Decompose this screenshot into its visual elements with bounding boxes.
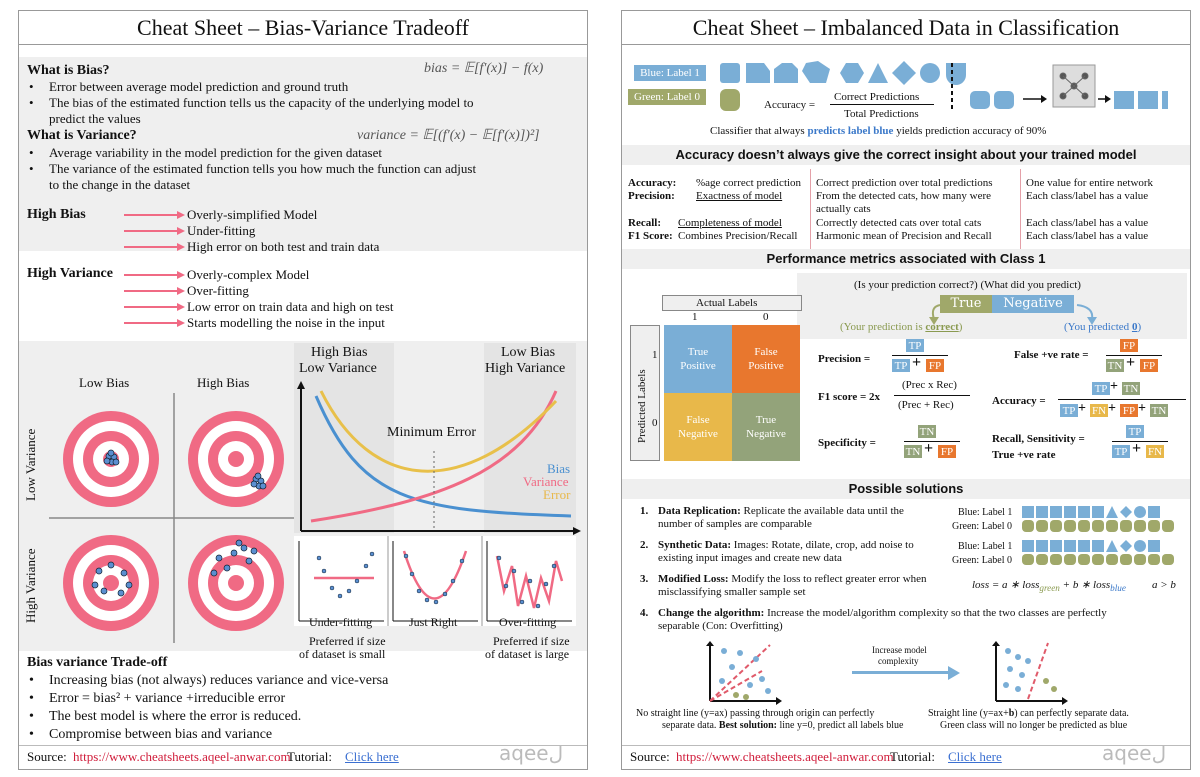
answer-1	[840, 321, 962, 334]
variance-formula: variance = 𝔼[(f′(x) − 𝔼[f′(x)])²]	[357, 128, 540, 143]
acc-den-plus3: +	[1138, 401, 1146, 416]
tp-1: True	[687, 346, 709, 358]
complexity-arrow	[852, 671, 952, 674]
to-item-2: Error = bias² + variance +irreducible error	[49, 691, 286, 706]
sol4-text: Increase the model/algorithm complexity so that the two classes are perfectly	[764, 607, 1107, 619]
tutorial-link[interactable]: Click here	[948, 749, 1002, 764]
bias-variance-sheet	[18, 10, 588, 770]
inc-model-2: complexity	[878, 656, 919, 666]
sol3-text: Modify the loss to reflect greater error when	[728, 573, 927, 585]
rec-plus: +	[1132, 440, 1142, 457]
ans1b: correct	[925, 321, 959, 333]
bullet: •	[29, 95, 34, 110]
prec-den-fp: FP	[926, 359, 944, 372]
logo: aqeeل	[1102, 741, 1167, 765]
lb-hv-1: Low Bias	[501, 345, 556, 360]
rec-den-fn: FN	[1147, 445, 1163, 458]
actual-1: 1	[692, 311, 698, 323]
hv-item-2: Over-fitting	[187, 283, 249, 298]
bullet: •	[29, 161, 34, 176]
to-item-4: Compromise between bias and variance	[49, 727, 273, 742]
acc-num-tn: TN	[1123, 382, 1139, 395]
bullet: •	[29, 145, 34, 160]
fn-cell	[664, 393, 732, 461]
sol4	[658, 607, 1107, 620]
actual-0: 0	[763, 311, 769, 323]
fpr-den-fp: FP	[1140, 359, 1158, 372]
blue-label-tag: Blue: Label 1	[634, 65, 706, 81]
legend-bias: Bias	[547, 461, 571, 476]
m-pre-e2: actually cats	[816, 203, 871, 215]
s2-blue: Blue: Label 1	[958, 541, 1013, 552]
precision-label: Precision =	[818, 353, 871, 365]
m-rec-e: Correctly detected cats over total cats	[816, 217, 982, 229]
acc-bar	[1058, 399, 1186, 400]
pref-small-1: Preferred if size	[309, 634, 386, 648]
hv-item-3: Low error on train data and high on test	[187, 299, 394, 314]
sol4-num: 4.	[640, 607, 649, 619]
actual-labels: Actual Labels	[696, 297, 758, 309]
low-bias-label: Low Bias	[79, 375, 130, 390]
source-label: Source:	[27, 749, 67, 764]
complexity-arrowhead	[948, 666, 960, 680]
sol1-num: 1.	[640, 505, 649, 517]
fn-2: Negative	[678, 428, 718, 440]
prec-den-tp: TP	[892, 359, 910, 372]
spec-label: Specificity =	[818, 437, 876, 449]
left-title: Cheat Sheet – Bias-Variance Tradeoff	[19, 11, 587, 45]
m-f1-d: Combines Precision/Recall	[678, 230, 798, 242]
pred-0: 0	[652, 417, 658, 429]
m-acc-d: %age correct prediction	[696, 177, 802, 189]
hv-item-4: Starts modelling the noise in the input	[187, 315, 385, 330]
dartboard-grid	[49, 393, 299, 643]
legend-error: Error	[543, 487, 571, 502]
loss-a: loss = a ∗ loss	[972, 579, 1040, 591]
cap1a: No straight line (y=ax) passing through origin can perfectly	[636, 708, 875, 719]
answer-2	[1064, 321, 1141, 334]
loss-formula	[972, 579, 1126, 595]
m-acc: Accuracy:	[628, 177, 677, 189]
source-url[interactable]: https://www.cheatsheets.aqeel-anwar.com	[676, 749, 894, 764]
underfit-label: Under-fitting	[309, 615, 373, 629]
section-solutions: Possible solutions	[622, 479, 1190, 499]
sol2	[658, 539, 914, 552]
col-sep-1	[810, 169, 811, 249]
sol1-text: Replicate the available data until the	[740, 505, 904, 517]
hb-item-2: Under-fitting	[187, 223, 256, 238]
ans2a: (You predicted	[1064, 321, 1132, 333]
f1-bar	[894, 395, 970, 396]
loss-m: + b ∗ loss	[1059, 579, 1111, 591]
var-point-2b: to the change in the dataset	[49, 177, 191, 192]
f1-num: (Prec x Rec)	[902, 379, 957, 391]
m-rec-f: Each class/label has a value	[1026, 217, 1149, 229]
sol2-text: Images: Rotate, dilate, crop, add noise to	[731, 539, 914, 551]
recall-label: Recall, Sensitivity =	[992, 433, 1085, 445]
var-point-2: The variance of the estimated function tells you how much the function can adjust	[49, 161, 477, 176]
prec-num-tp: TP	[906, 339, 924, 352]
m-rec-d: Completeness of model	[678, 217, 782, 229]
acc-label: Accuracy =	[764, 99, 816, 111]
cap1b: separate data.	[662, 720, 719, 731]
bias-point-1: Error between average model prediction and ground truth	[49, 79, 349, 94]
pred-1: 1	[652, 349, 658, 361]
m-pre-f: Each class/label has a value	[1026, 190, 1149, 202]
overfit-label: Over-fitting	[499, 615, 557, 629]
s1-blue: Blue: Label 1	[958, 507, 1013, 518]
cap2b: b	[1008, 708, 1015, 719]
m-pre: Precision:	[628, 190, 675, 202]
right-title: Cheat Sheet – Imbalanced Data in Classification	[622, 11, 1190, 45]
sol3b: misclassifying smaller sample set	[658, 586, 806, 598]
true-chip: True	[940, 295, 992, 313]
high-variance-label: High Variance	[23, 548, 38, 623]
a-gt-b: a > b	[1152, 579, 1176, 591]
f1-den: (Prec + Rec)	[898, 399, 954, 411]
fitting-panels	[294, 536, 576, 626]
predicted-labels: Predicted Labels	[636, 369, 648, 443]
spec-den-tn: TN	[905, 445, 921, 458]
sol3-num: 3.	[640, 573, 649, 585]
legend-variance: Variance	[523, 474, 569, 489]
acc-den-plus2: +	[1108, 401, 1116, 416]
sol1-head: Data Replication:	[658, 505, 741, 517]
bias-heading: What is Bias?	[27, 63, 110, 78]
hb-item-3: High error on both test and train data	[187, 239, 380, 254]
tn-cell	[732, 393, 800, 461]
f1-label: F1 score = 2x	[818, 391, 880, 403]
m-pre-d: Exactness of model	[696, 190, 783, 202]
hb-lv-2: Low Variance	[299, 361, 377, 376]
fpr-plus: +	[1126, 354, 1136, 371]
m-acc-f: One value for entire network	[1026, 177, 1154, 189]
pref-large-2: of dataset is large	[485, 647, 570, 661]
section-accuracy-insight: Accuracy doesn’t always give the correct insight about your trained model	[622, 145, 1190, 165]
acc-den: Total Predictions	[844, 108, 919, 120]
sol2-num: 2.	[640, 539, 649, 551]
s2-green: Green: Label 0	[952, 555, 1012, 566]
green-label-tag: Green: Label 0	[628, 89, 706, 105]
cap1c: Best solution:	[718, 720, 777, 731]
fn-1: False	[686, 414, 710, 426]
sol1b: number of samples are comparable	[658, 518, 812, 530]
sol2b: existing input images and create new data	[658, 552, 842, 564]
tutorial-link[interactable]: Click here	[345, 749, 399, 764]
fpr-den-tn: TN	[1107, 359, 1123, 372]
clf-c: yields prediction accuracy of 90%	[893, 125, 1047, 137]
fp-cell	[732, 325, 800, 393]
high-bias-label: High Bias	[197, 375, 250, 390]
lb-hv-2: High Variance	[485, 361, 566, 376]
logo: aqeeل	[499, 741, 564, 765]
loss-blue: blue	[1110, 583, 1126, 594]
cap1d: line y=0, predict all labels blue	[776, 720, 904, 731]
bias-point-2b: predict the values	[49, 111, 141, 126]
tpr-label: True +ve rate	[992, 449, 1056, 461]
high-bias-heading: High Bias	[27, 207, 86, 222]
target-lb-hv	[63, 535, 159, 631]
acc-num-tp: TP	[1092, 382, 1110, 395]
m-f1: F1 Score:	[628, 230, 673, 242]
cap1b-line	[662, 720, 903, 732]
section-metrics: Performance metrics associated with Class 1	[622, 249, 1190, 269]
acc-den-tp: TP	[1060, 404, 1078, 417]
bullet: •	[29, 79, 34, 94]
fp-2: Positive	[748, 360, 784, 372]
bias-formula: bias = 𝔼[f′(x)] − f(x)	[424, 61, 544, 76]
ans1a: (Your prediction is	[840, 321, 926, 333]
tn-2: Negative	[746, 428, 786, 440]
target-hb-lv	[188, 411, 284, 507]
rec-den-tp: TP	[1112, 445, 1130, 458]
bullet: •	[29, 727, 34, 742]
s1-green: Green: Label 0	[952, 521, 1012, 532]
pref-large-1: Preferred if size	[493, 634, 570, 648]
to-item-1: Increasing bias (not always) reduces variance and vice-versa	[49, 673, 389, 688]
spec-den-fp: FP	[938, 445, 956, 458]
fpr-num-fp: FP	[1120, 339, 1138, 352]
col-sep-2	[1020, 169, 1021, 249]
low-variance-label: Low Variance	[23, 428, 38, 501]
inc-model-1: Increase model	[872, 645, 927, 655]
acc-num-plus: +	[1110, 379, 1118, 394]
clf-a: Classifier that always	[710, 125, 808, 137]
var-point-1: Average variability in the model prediction for the given dataset	[49, 145, 382, 160]
fp-1: False	[754, 346, 778, 358]
sol4-head: Change the algorithm:	[658, 607, 765, 619]
acc-den-tn: TN	[1151, 404, 1167, 417]
spec-num-tn: TN	[919, 425, 935, 438]
tutorial-label: Tutorial:	[890, 749, 936, 764]
acc-fraction-bar	[830, 104, 934, 105]
replicated-shapes	[1020, 505, 1186, 565]
source-url[interactable]: https://www.cheatsheets.aqeel-anwar.com	[73, 749, 291, 764]
scatter-after	[988, 641, 1068, 705]
cap2a-line	[928, 708, 1129, 720]
high-bias-arrows	[119, 207, 189, 257]
prec-plus: +	[912, 354, 922, 371]
error-curve-chart	[291, 381, 581, 536]
bullet: •	[29, 709, 34, 724]
sol4b: separable (Con: Overfitting)	[658, 620, 783, 632]
source-label: Source:	[630, 749, 670, 764]
bias-curve	[316, 396, 571, 516]
acc-num: Correct Predictions	[834, 91, 920, 103]
sol3	[658, 573, 927, 586]
bias-point-2: The bias of the estimated function tells us the capacity of the underlying model to	[49, 95, 474, 110]
high-variance-heading: High Variance	[27, 266, 113, 281]
tradeoff-heading: Bias variance Trade-off	[27, 655, 168, 670]
pref-small-2: of dataset is small	[299, 647, 386, 661]
m-f1-f: Each class/label has a value	[1026, 230, 1149, 242]
m-rec: Recall:	[628, 217, 661, 229]
high-variance-arrows	[119, 267, 189, 333]
to-item-3: The best model is where the error is reduced.	[49, 709, 302, 724]
hb-item-1: Overly-simplified Model	[187, 207, 318, 222]
acc-den-plus1: +	[1078, 401, 1086, 416]
tutorial-label: Tutorial:	[287, 749, 333, 764]
ans2b: 0	[1131, 321, 1138, 333]
bullet: •	[29, 673, 34, 688]
target-hb-hv	[188, 535, 284, 631]
variance-heading: What is Variance?	[27, 128, 137, 143]
accuracy-label: Accuracy =	[992, 395, 1046, 407]
acc-den-fp: FP	[1120, 404, 1138, 417]
acc-den-fn: FN	[1091, 404, 1107, 417]
sol1	[658, 505, 904, 518]
negative-chip: Negative	[992, 295, 1074, 313]
m-acc-e: Correct prediction over total predictions	[816, 177, 993, 189]
hv-item-1: Overly-complex Model	[187, 267, 310, 282]
question: (Is your prediction correct?) (What did you predict)	[854, 279, 1081, 291]
m-pre-e: From the detected cats, how many were	[816, 190, 992, 202]
sol2-head: Synthetic Data:	[658, 539, 732, 551]
hb-lv-1: High Bias	[311, 345, 368, 360]
target-lb-lv	[63, 411, 159, 507]
clf-b: predicts label blue	[807, 125, 894, 137]
m-f1-e: Harmonic mean of Precision and Recall	[816, 230, 992, 242]
tn-1: True	[755, 414, 777, 426]
rec-num-tp: TP	[1126, 425, 1144, 438]
sol3-head: Modified Loss:	[658, 573, 729, 585]
bullet: •	[29, 691, 34, 706]
tp-2: Positive	[680, 360, 716, 372]
tp-cell	[664, 325, 732, 393]
loss-green: green	[1039, 583, 1060, 594]
ans2c: )	[1137, 321, 1142, 333]
justright-label: Just Right	[409, 615, 458, 629]
ans1c: )	[958, 321, 963, 333]
spec-plus: +	[924, 440, 934, 457]
min-error-label: Minimum Error	[387, 425, 477, 440]
scatter-before	[702, 641, 782, 705]
fpr-label: False +ve rate =	[1014, 349, 1089, 361]
clf-text-a	[710, 125, 1046, 138]
imbalanced-data-sheet	[621, 10, 1191, 770]
cap2c: ) can perfectly separate data.	[1014, 708, 1129, 719]
cap2a: Straight line (y=ax+	[928, 708, 1009, 719]
cap2d: Green class will no longer be predicted as blue	[940, 720, 1128, 731]
